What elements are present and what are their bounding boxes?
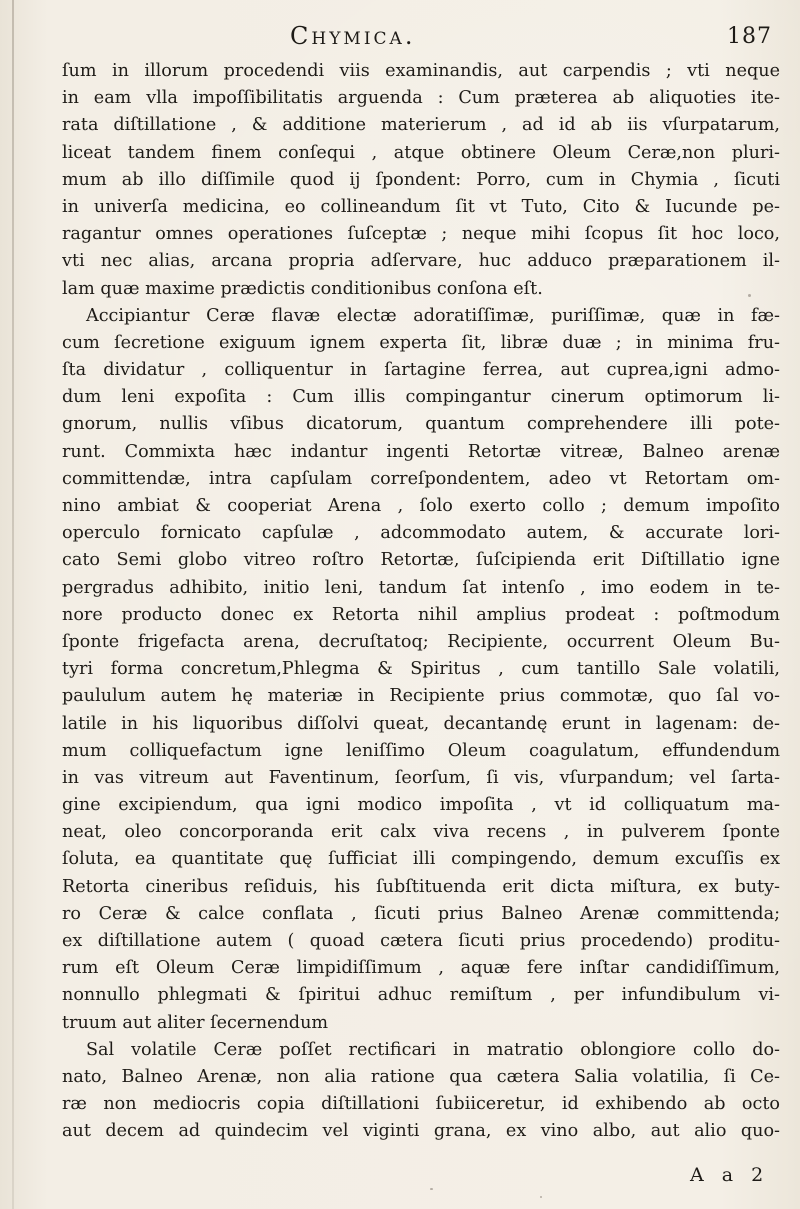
text-line: ræ non mediocris copia diſtillationi ſubiiceretur, id exhibendo ab octo	[62, 1094, 780, 1115]
text-line: in vas vitreum aut Faventinum, ſeorſum, ſi vis, vſurpandum; vel ſarta-	[62, 767, 780, 788]
text-line: ſponte frigefacta arena, decruſtatoq; Recipiente, occurrent Oleum Bu-	[62, 631, 780, 652]
text-line: vti nec alias, arcana propria adſervare, huc adduco præparationem il-	[62, 251, 780, 272]
text-line: mum ab illo diſſimile quod ij ſpondent: Porro, cum in Chymia , ſicuti	[62, 169, 780, 190]
text-line: truum aut aliter ſecernendum	[62, 1012, 329, 1033]
paper-speck	[430, 1188, 433, 1190]
text-line: rata diſtillatione , & additione materierum , ad id ab iis vſurpatarum,	[62, 115, 780, 136]
text-line: operculo fornicato capſulæ , adcommodato autem, & accurate lori-	[62, 523, 780, 544]
text-line: liceat tandem finem conſequi , atque obtinere Oleum Ceræ,non pluri-	[62, 142, 780, 163]
text-line: ſta dividatur , colliquentur in ſartagine ferrea, aut cuprea,igni admo-	[62, 360, 780, 381]
text-line: Retorta cineribus reſiduis, his ſubſtituenda erit dicta miſtura, ex buty-	[62, 876, 780, 897]
text-line: gnorum, nullis vſibus dicatorum, quantum comprehendere illi pote-	[62, 414, 780, 435]
text-line: cato Semi globo vitreo roſtro Retortæ, ſuſcipienda erit Diſtillatio igne	[62, 550, 780, 571]
text-line: ex diſtillatione autem ( quoad cætera ſicuti prius procedendo) proditu-	[62, 931, 780, 951]
text-line: lam quæ maxime prædictis conditionibus conſona eſt.	[62, 278, 543, 299]
text-line: ragantur omnes operationes ſuſceptæ ; neque mihi ſcopus ſit hoc loco,	[62, 224, 780, 245]
text-line: latile in his liquoribus diſſolvi queat, decantandę erunt in lagenam: de-	[62, 713, 780, 734]
text-line: in univerſa medicina, eo collineandum ſit vt Tuto, Cito & Iucunde pe-	[62, 196, 780, 217]
text-line: ro Ceræ & calce conflata , ſicuti prius Balneo Arenæ committenda;	[62, 903, 780, 924]
text-line: tyri forma concretum,Phlegma & Spiritus , cum tantillo Sale volatili,	[62, 659, 780, 680]
text-line: mum colliquefactum igne leniſſimo Oleum coagulatum, effundendum	[62, 740, 780, 761]
text-line: dum leni expoſita : Cum illis compingantur cinerum optimorum li-	[62, 387, 780, 408]
text-line: ſoluta, ea quantitate quę ſufficiat illi compingendo, demum excuſſis ex	[62, 849, 780, 870]
text-line: nato, Balneo Arenæ, non alia ratione qua cætera Salia volatilia, ſi Ce-	[62, 1066, 780, 1087]
text-line: runt. Commixta hæc indantur ingenti Retortæ vitreæ, Balneo arenæ	[62, 441, 780, 462]
text-line: pergradus adhibito, initio leni, tandum ſat intenſo , imo eodem in te-	[62, 577, 780, 598]
catchword: A a 2	[690, 1164, 770, 1186]
text-line: nore producto donec ex Retorta nihil amplius prodeat : poſtmodum	[62, 604, 780, 625]
text-line: rum eſt Oleum Ceræ limpidiſſimum , aquæ fere inſtar candidiſſimum,	[62, 958, 780, 979]
paper-speck	[540, 1196, 542, 1198]
binding-edge	[12, 0, 14, 1209]
text-line: cum ſecretione exiguum ignem experta ſit, libræ duæ ; in minima fru-	[62, 332, 780, 353]
text-line: ſum in illorum procedendi viis examinandis, aut carpendis ; vti neque	[62, 61, 780, 81]
page-number: 187	[727, 24, 772, 49]
body-text	[62, 58, 780, 1146]
text-line: nino ambiat & cooperiat Arena , ſolo exerto collo ; demum impoſito	[62, 496, 780, 516]
text-line: neat, oleo concorporanda erit calx viva recens , in pulverem ſponte	[62, 822, 780, 843]
running-head	[0, 20, 800, 60]
text-line: paululum autem hę materiæ in Recipiente prius commotæ, quo ſal vo-	[62, 686, 780, 707]
text-line: Accipiantur Ceræ flavæ electæ adoratiſſimæ, puriſſimæ, quæ in fæ-	[86, 305, 780, 326]
running-head-title: Chymica.	[290, 22, 416, 50]
text-line: Sal volatile Ceræ poſſet rectificari in matratio oblongiore collo do-	[86, 1039, 780, 1060]
text-line: nonnullo phlegmati & ſpiritui adhuc remiſtum , per infundibulum vi-	[62, 985, 780, 1006]
text-line: aut decem ad quindecim vel viginti grana, ex vino albo, aut alio quo-	[62, 1121, 780, 1142]
text-line: in eam vlla impoſſibilitatis arguenda : Cum præterea ab aliquoties ite-	[62, 88, 780, 109]
text-line: gine excipiendum, qua igni modico impoſita , vt id colliquatum ma-	[62, 795, 780, 816]
paper-speck	[748, 294, 751, 297]
text-line: committendæ, intra capſulam correſpondentem, adeo vt Retortam om-	[62, 468, 780, 489]
